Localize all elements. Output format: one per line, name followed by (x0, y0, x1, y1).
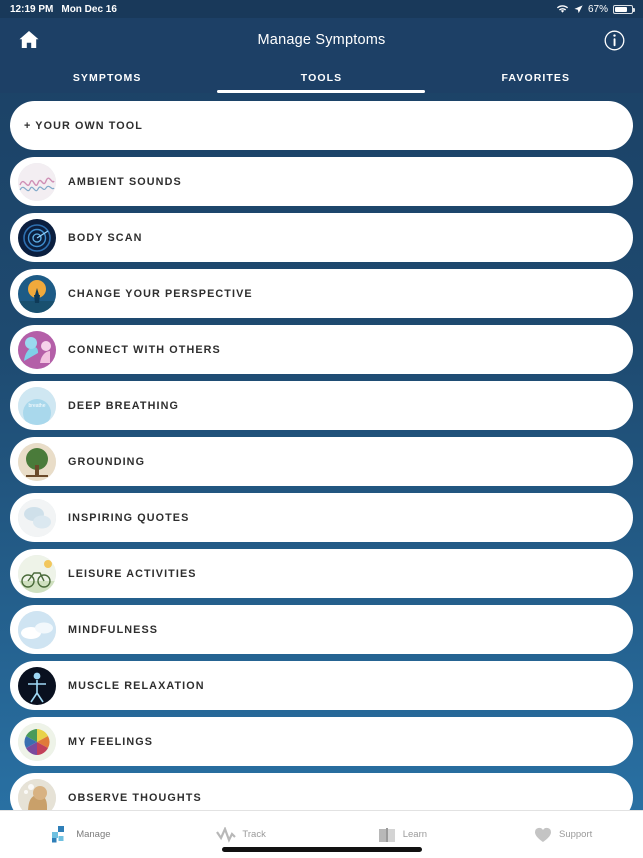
battery-icon (613, 5, 633, 14)
svg-text:breathe: breathe (28, 402, 46, 409)
ambient-sounds-thumbnail (18, 163, 56, 201)
support-heart-icon (533, 826, 553, 844)
list-item-label: GROUNDING (68, 455, 146, 468)
bottom-nav-label: Manage (76, 829, 111, 840)
tab-symptoms[interactable]: SYMPTOMS (72, 71, 142, 84)
connect-with-others-thumbnail (18, 331, 56, 369)
home-indicator[interactable] (222, 847, 422, 852)
status-date: Mon Dec 16 (61, 3, 117, 15)
learn-book-icon (377, 826, 397, 844)
list-item-label: LEISURE ACTIVITIES (68, 567, 197, 580)
list-item-change-your-perspective[interactable] (10, 269, 633, 318)
list-item-body-scan[interactable] (10, 213, 633, 262)
location-arrow-icon (574, 5, 583, 14)
tab-favorites[interactable]: FAVORITES (501, 71, 571, 84)
list-item-deep-breathing[interactable] (10, 381, 633, 430)
list-item-label: CHANGE YOUR PERSPECTIVE (68, 287, 253, 300)
wifi-icon (556, 4, 569, 14)
list-item-leisure-activities[interactable] (10, 549, 633, 598)
bottom-nav-learn[interactable] (322, 826, 483, 844)
list-item-my-feelings[interactable] (10, 717, 633, 766)
deep-breathing-thumbnail (18, 387, 56, 425)
list-item-label: DEEP BREATHING (68, 399, 179, 412)
status-bar (0, 0, 643, 18)
info-circle-icon[interactable] (601, 27, 627, 53)
mindfulness-thumbnail (18, 611, 56, 649)
manage-squares-icon (50, 826, 70, 844)
list-item-grounding[interactable] (10, 437, 633, 486)
body-scan-thumbnail (18, 219, 56, 257)
bottom-nav-support[interactable] (482, 826, 643, 844)
list-item-mindfulness[interactable] (10, 605, 633, 654)
list-item-label: OBSERVE THOUGHTS (68, 791, 202, 804)
status-time: 12:19 PM (10, 3, 54, 15)
list-item-add-your-own-tool[interactable] (10, 101, 633, 150)
list-item-label: + YOUR OWN TOOL (24, 119, 143, 132)
bottom-bar-wrapper (0, 810, 643, 858)
list-item-label: MINDFULNESS (68, 623, 159, 636)
inspiring-quotes-thumbnail (18, 499, 56, 537)
battery-percent: 67% (587, 3, 608, 15)
list-item-label: INSPIRING QUOTES (68, 511, 190, 524)
list-item-inspiring-quotes[interactable] (10, 493, 633, 542)
list-item-label: MY FEELINGS (68, 735, 154, 748)
list-item-label: AMBIENT SOUNDS (68, 175, 182, 188)
list-item-label: MUSCLE RELAXATION (68, 679, 205, 692)
tab-tools[interactable]: TOOLS (214, 62, 428, 93)
leisure-activities-thumbnail (18, 555, 56, 593)
bottom-nav-track[interactable] (161, 826, 322, 844)
observe-thoughts-thumbnail (18, 779, 56, 811)
tools-list[interactable] (0, 93, 643, 810)
bottom-nav-label: Support (558, 829, 593, 840)
status-bar-left (10, 4, 117, 15)
list-item-label: CONNECT WITH OTHERS (68, 343, 221, 356)
status-bar-right (556, 4, 633, 15)
track-chart-icon (216, 826, 236, 844)
page-title: Manage Symptoms (257, 32, 386, 48)
bottom-nav-label: Track (242, 829, 266, 840)
bottom-nav-manage[interactable] (0, 826, 161, 844)
list-item-muscle-relaxation[interactable] (10, 661, 633, 710)
bottom-nav-label: Learn (402, 829, 428, 840)
tab-bar (0, 62, 643, 93)
list-item-ambient-sounds[interactable] (10, 157, 633, 206)
home-icon[interactable] (16, 27, 42, 53)
list-item-observe-thoughts[interactable] (10, 773, 633, 810)
grounding-thumbnail (18, 443, 56, 481)
change-your-perspective-thumbnail (18, 275, 56, 313)
list-item-connect-with-others[interactable] (10, 325, 633, 374)
navigation-bar (0, 18, 643, 62)
list-item-label: BODY SCAN (68, 231, 143, 244)
my-feelings-thumbnail (18, 723, 56, 761)
muscle-relaxation-thumbnail (18, 667, 56, 705)
